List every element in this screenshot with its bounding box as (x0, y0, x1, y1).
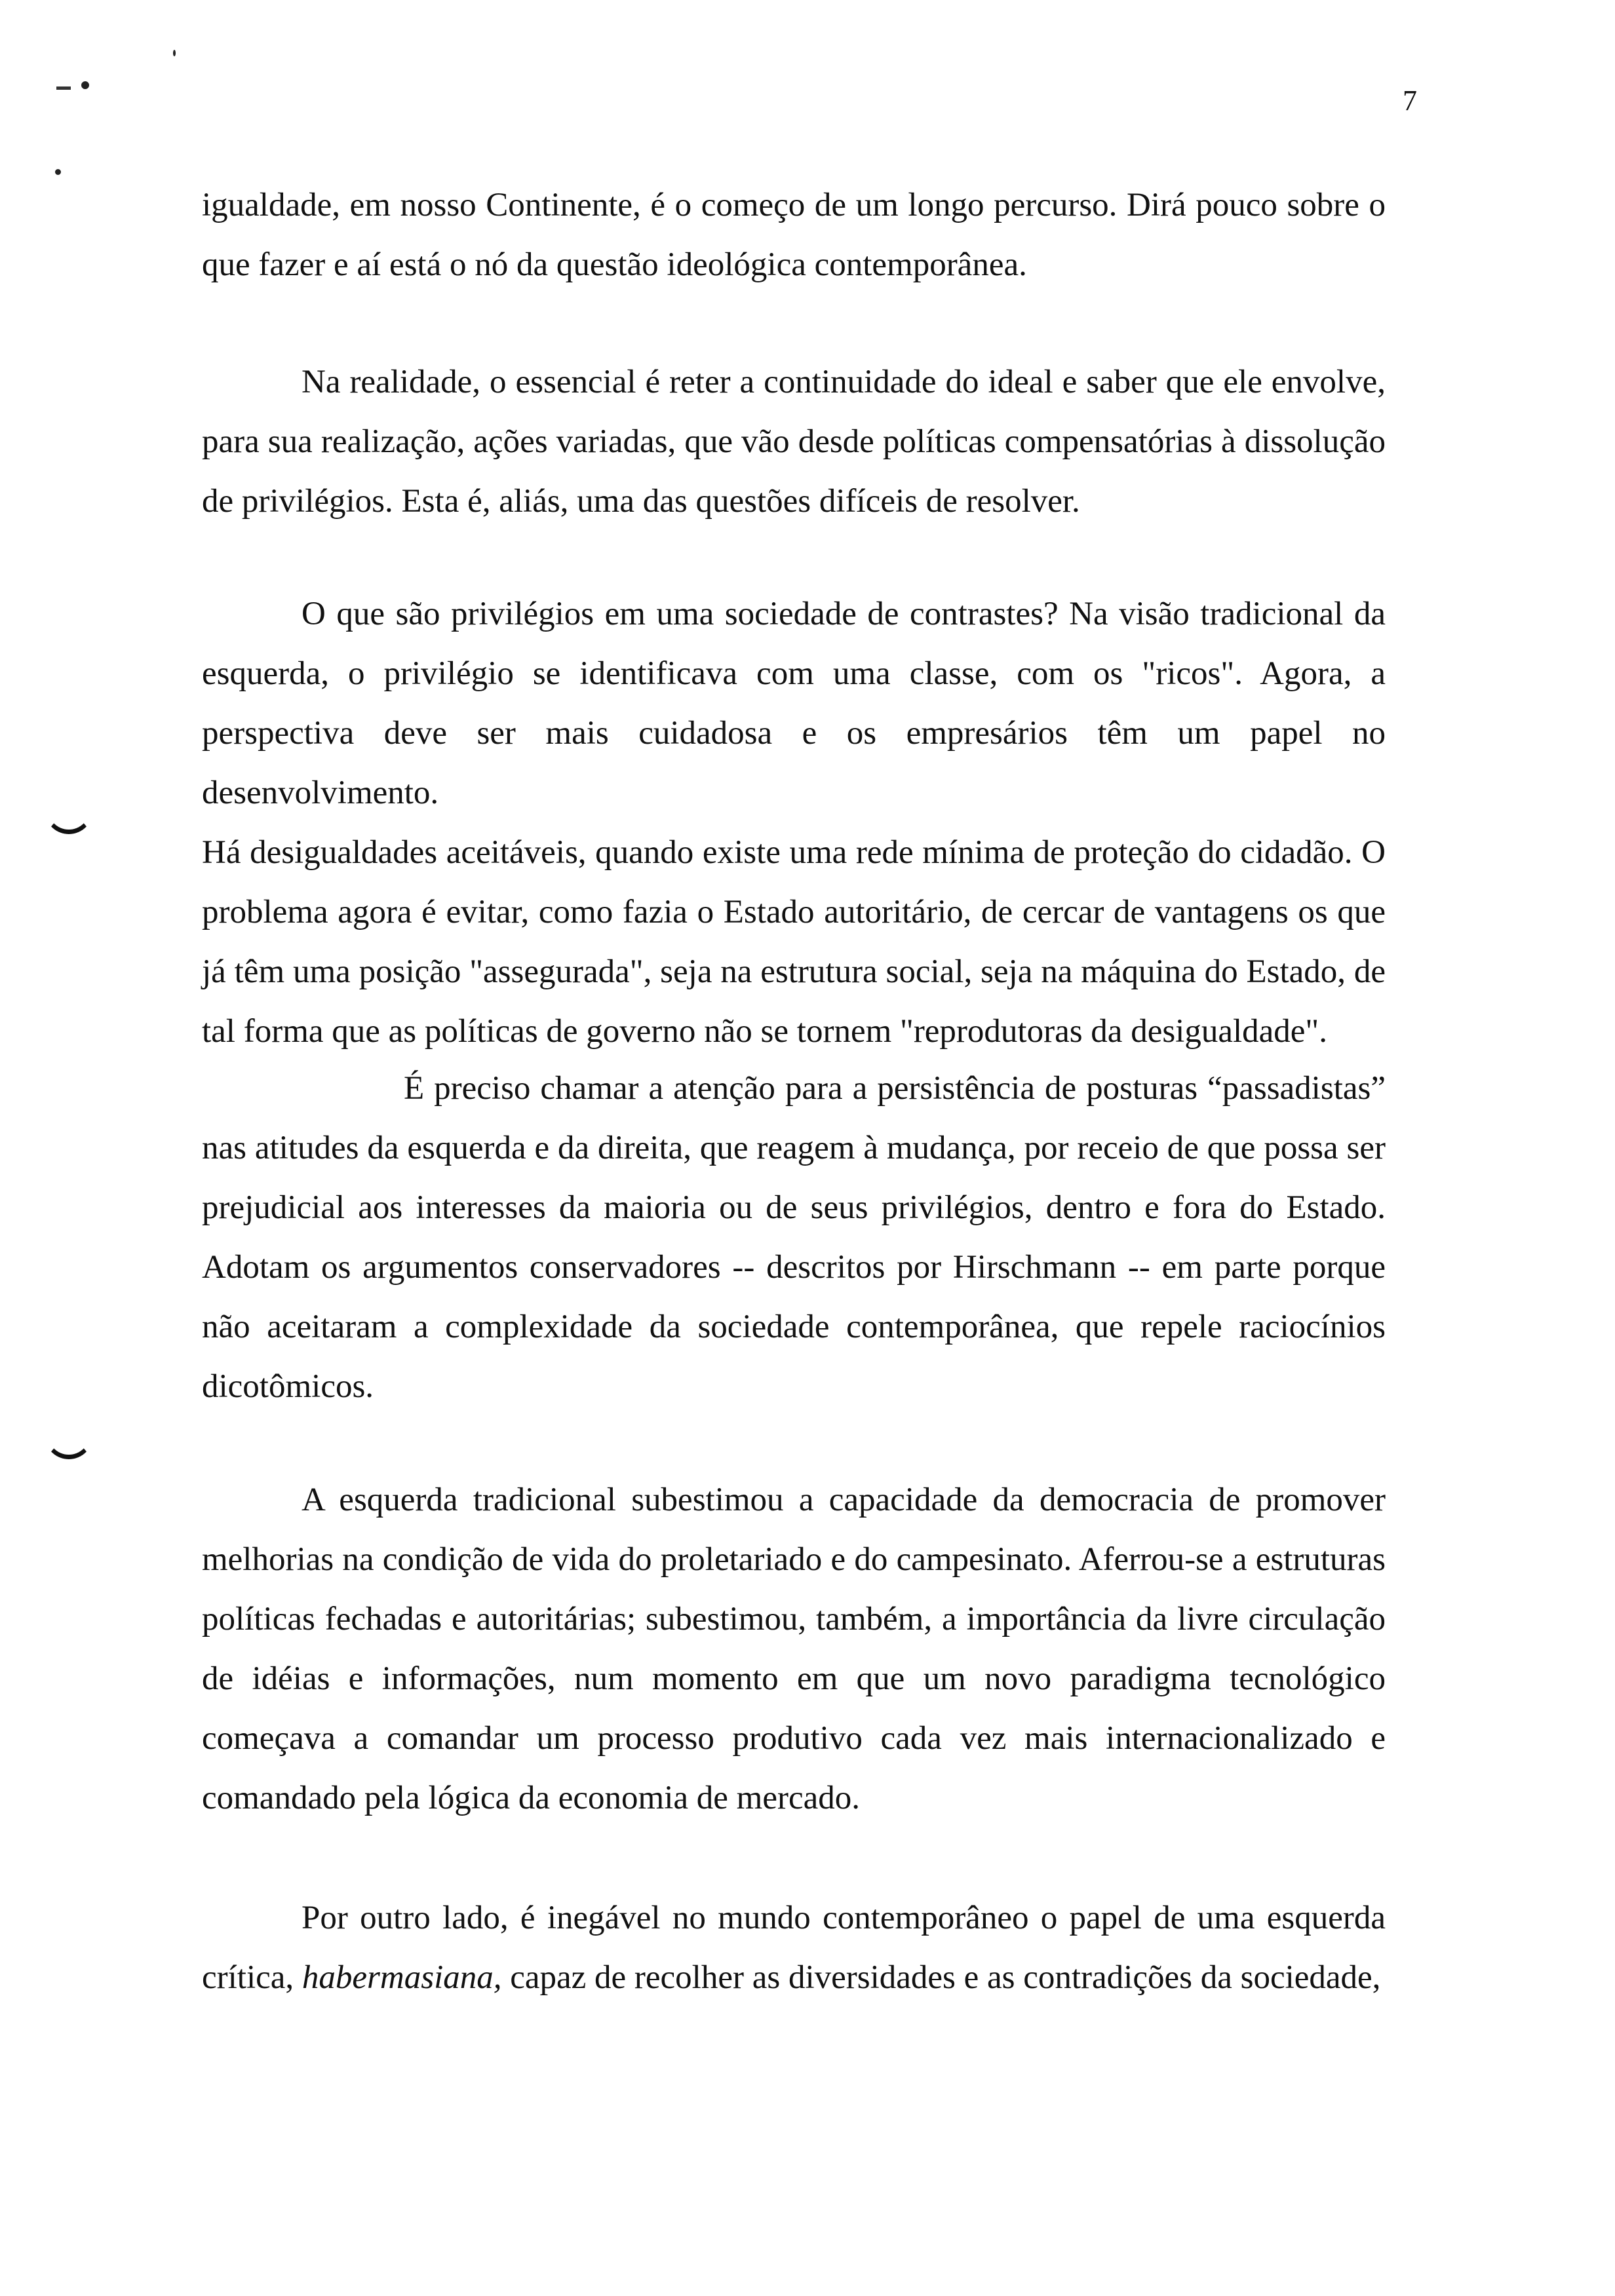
text-line: melhorias na condição de vida do proletariado e do campesinato. Aferrou-se a estruturas (202, 1541, 1386, 1578)
text-line: A esquerda tradicional subestimou a capacidade da democracia de promover (302, 1482, 1386, 1518)
text-line: igualdade, em nosso Continente, é o começo de um longo percurso. Dirá pouco sobre o (202, 187, 1386, 223)
paragraph-1 (202, 176, 1386, 295)
text-line: já têm uma posição "assegurada", seja na estrutura social, seja na máquina do Estado, de (202, 953, 1386, 990)
text-line: comandado pela lógica da economia de mercado. (202, 1780, 860, 1816)
text-line: problema agora é evitar, como fazia o Estado autoritário, de cercar de vantagens os que (202, 894, 1386, 930)
paragraph-3 (202, 584, 1386, 1062)
text-line: tal forma que as políticas de governo não se tornem "reprodutoras da desigualdade". (202, 1013, 1327, 1050)
text-line: É preciso chamar a atenção para a persistência de posturas “passadistas” (404, 1070, 1386, 1107)
paragraph-5 (202, 1470, 1386, 1828)
text-line: Por outro lado, é inegável no mundo contemporâneo o papel de uma esquerda (302, 1900, 1386, 1936)
text-line: não aceitaram a complexidade da sociedade contemporânea, que repele raciocínios (202, 1309, 1386, 1345)
paragraph-4 (202, 1059, 1386, 1417)
text-line: O que são privilégios em uma sociedade de contrastes? Na visão tradicional da (302, 596, 1386, 632)
text-line: perspectiva deve ser mais cuidadosa e os empresários têm um papel no desenvolvimento. (202, 715, 1386, 811)
scan-artifact-dash (56, 86, 71, 90)
text-line: para sua realização, ações variadas, que vão desde políticas compensatórias à dissolução (202, 423, 1386, 460)
text-line: Há desigualdades aceitáveis, quando existe uma rede mínima de proteção do cidadão. O (202, 834, 1386, 871)
page-number: 7 (1403, 85, 1417, 117)
paragraph-6 (202, 1888, 1386, 2008)
scan-artifact-dot (55, 169, 61, 175)
text-line: de idéias e informações, num momento em que um novo paradigma tecnológico (202, 1660, 1386, 1697)
margin-bracket-mark (45, 807, 93, 834)
text-line: nas atitudes da esquerda e da direita, que reagem à mudança, por receio de que possa ser (202, 1130, 1386, 1166)
text-line: esquerda, o privilégio se identificava com uma classe, com os "ricos". Agora, a (202, 655, 1386, 692)
scan-artifact-dot (81, 81, 89, 89)
italic-term: habermasiana, (302, 1959, 502, 1996)
text-line (202, 1948, 1386, 2008)
margin-bracket-mark (45, 1432, 93, 1459)
text-line: começava a comandar um processo produtivo cada vez mais internacionalizado e (202, 1720, 1386, 1757)
text-line: dicotômicos. (202, 1368, 374, 1405)
text-segment: crítica, (202, 1959, 302, 1996)
text-line: prejudicial aos interesses da maioria ou de seus privilégios, dentro e fora do Estado. (202, 1189, 1386, 1226)
text-segment: capaz de recolher as diversidades e as contradições da sociedade, (501, 1959, 1381, 1996)
text-line: que fazer e aí está o nó da questão ideológica contemporânea. (202, 246, 1027, 283)
text-line: de privilégios. Esta é, aliás, uma das questões difíceis de resolver. (202, 483, 1080, 520)
text-line: Na realidade, o essencial é reter a continuidade do ideal e saber que ele envolve, (302, 364, 1386, 400)
text-line: Adotam os argumentos conservadores -- descritos por Hirschmann -- em parte porque (202, 1249, 1386, 1286)
scan-artifact-dot (173, 50, 176, 56)
paragraph-2 (202, 353, 1386, 531)
text-line: políticas fechadas e autoritárias; subestimou, também, a importância da livre circulação (202, 1601, 1386, 1637)
